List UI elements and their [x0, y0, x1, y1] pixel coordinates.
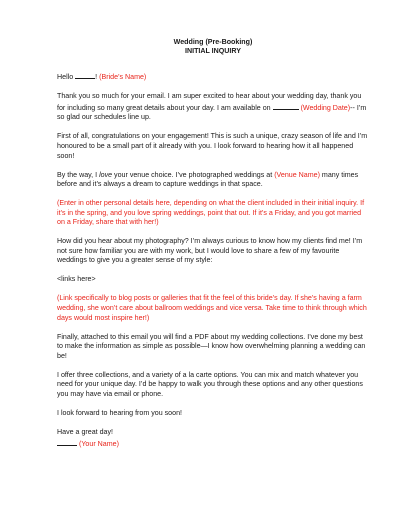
signature-line [57, 438, 369, 450]
header-title: Wedding (Pre-Booking) [173, 38, 253, 46]
p3-emphasis-love: love [99, 170, 113, 179]
greeting-line [57, 71, 369, 83]
greeting-exclaim: ! [95, 73, 98, 82]
header-subtitle: INITIAL INQUIRY [185, 46, 241, 55]
paragraph-congratulations: First of all, congratulations on your engagement! This is such a unique, crazy season of life and I’m honoured to be a small part of it already with you. I look forward to hearing how it all happened soon! [57, 132, 368, 160]
your-name-blank [57, 438, 77, 446]
paragraph-venue [57, 171, 369, 190]
p1-text-after: -- I’m so glad our schedules line up. [57, 103, 367, 122]
p3-text-before: By the way, I [57, 170, 100, 179]
signature-block [57, 428, 369, 449]
your-name-placeholder: (Your Name) [78, 439, 119, 448]
venue-name-placeholder: (Venue Name) [274, 170, 320, 179]
links-placeholder: <links here> [57, 275, 96, 284]
closing-line: Have a great day! [57, 427, 113, 436]
paragraph-how-found: How did you hear about my photography? I’m always curious to know how my clients find me! I’m not sure how familiar you are with my work, but I would love to share a few of my favourite weddings to give you a greater sense of my style: [57, 237, 363, 265]
paragraph-look-forward: I look forward to hearing from you soon! [57, 408, 182, 417]
paragraph-pdf-attached: Finally, attached to this email you will find a PDF about my wedding collections. I’ve done my best to make the information as simple as possible—I know how overwhelming planning a wedding can be! [57, 332, 366, 360]
greeting-hello: Hello [57, 73, 74, 82]
p3-text-mid: your venue choice. I’ve photographed weddings at [112, 170, 273, 179]
document-header [57, 38, 369, 55]
letter-body [57, 38, 369, 449]
bride-name-placeholder: (Bride’s Name) [99, 73, 147, 82]
paragraph-thank-you [57, 92, 369, 123]
p1-text-before: Thank you so much for your email. I am super excited to hear about your wedding day, thank you for including so many great details about your day. I am available on [57, 92, 362, 112]
instruction-blog-links: (Link specifically to blog posts or galleries that fit the feel of this bride’s day. If she’s having a farm wedding, she won’t care about ballroom weddings and vice versa. Take time to think through which days would most inspire her!) [57, 294, 367, 322]
p3-text-after: many times before and it’s always a dream to capture weddings in that space. [57, 170, 359, 189]
paragraph-collections: I offer three collections, and a variety of a la carte options. You can mix and match whatever you need for your unique day. I’d be happy to walk you through these options and any other questions you may have via email or phone. [57, 370, 363, 398]
wedding-date-blank [273, 102, 299, 110]
instruction-personal-details: (Enter in other personal details here, depending on what the client included in their initial inquiry. If it’s in the spring, and you love spring weddings, point that out. If it’s a Friday, and you got married on a Friday, share that with her!) [57, 199, 365, 227]
wedding-date-placeholder: (Wedding Date) [300, 103, 351, 112]
bride-name-blank [75, 71, 98, 82]
